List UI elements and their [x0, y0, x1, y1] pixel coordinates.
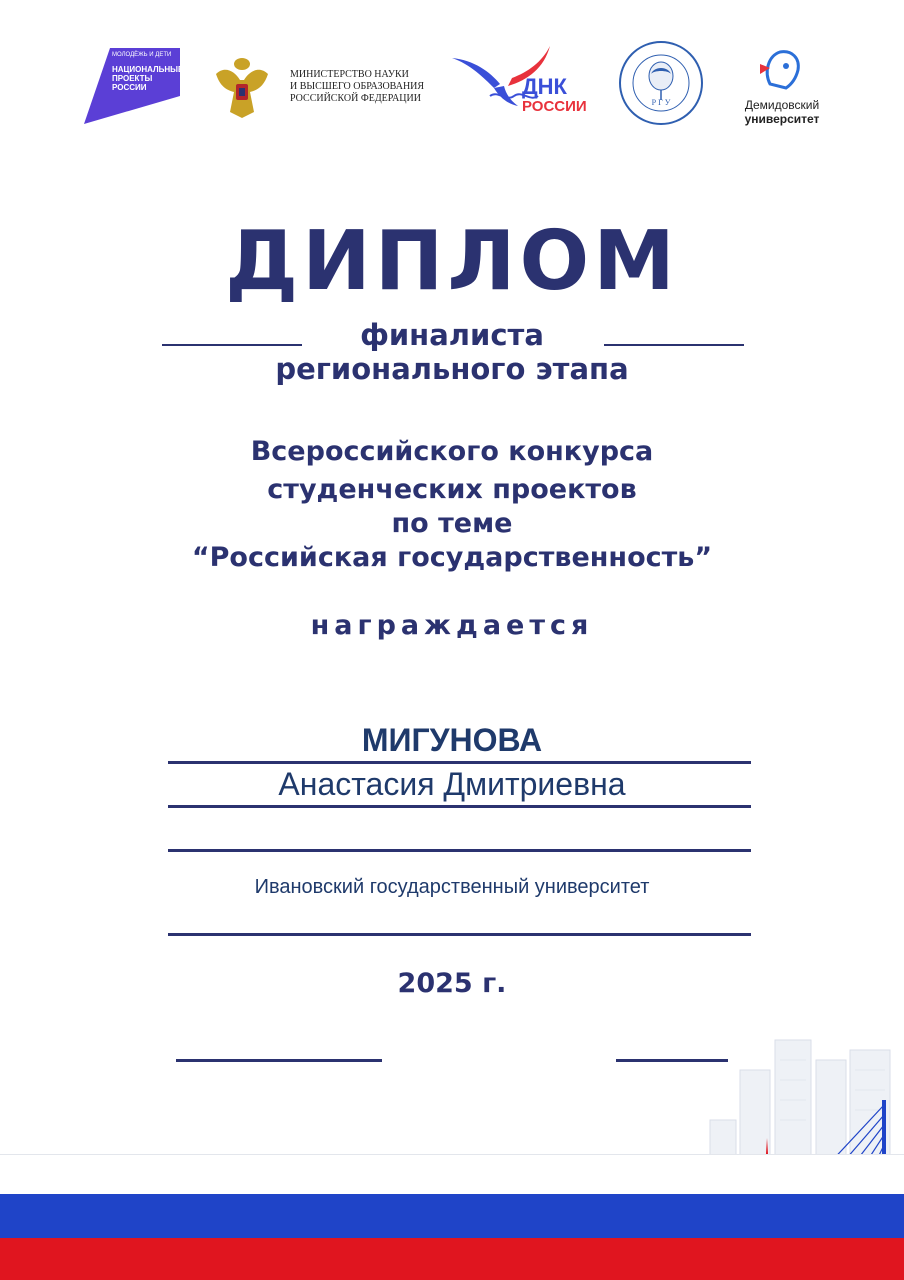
recipient-name: Анастасия Дмитриевна	[278, 766, 626, 802]
flag-stripe-red	[0, 1238, 904, 1280]
contest-line-1: Всероссийского конкурса	[250, 436, 654, 467]
diploma-title: ДИПЛОМ	[225, 214, 679, 309]
national-projects-line-3: РОССИИ	[112, 83, 147, 92]
recipient-surname: МИГУНОВА	[361, 722, 543, 758]
contest-line-4: “Российская государственность”	[191, 542, 713, 573]
logo-national-projects	[82, 44, 182, 126]
dnk-label: ДНК	[522, 74, 567, 99]
university-underline	[168, 933, 751, 936]
double-headed-eagle-icon	[210, 56, 274, 122]
logo-dnk-rossii	[450, 44, 590, 120]
ministry-line-1: МИНИСТЕРСТВО НАУКИ	[290, 69, 409, 80]
surname-underline	[168, 761, 751, 764]
contest-line-2: студенческих проектов	[267, 474, 637, 505]
ministry-line-3: РОССИЙСКОЙ ФЕДЕРАЦИИ	[290, 93, 421, 104]
blank-underline	[168, 849, 751, 852]
name-underline	[168, 805, 751, 808]
national-projects-line-1: НАЦИОНАЛЬНЫЕ	[112, 65, 184, 74]
contest-line-3: по теме	[391, 508, 513, 539]
awarded-label: награждается	[310, 610, 594, 641]
demidov-line-1: Демидовский	[744, 98, 820, 112]
national-projects-top-label: МОЛОДЁЖЬ И ДЕТИ	[112, 52, 172, 58]
demidov-line-2: университет	[744, 112, 820, 126]
dnk-rossii-label: РОССИИ	[522, 98, 587, 115]
flag-stripe-white	[0, 1154, 904, 1195]
signature-left-rule	[176, 1059, 382, 1062]
logo-ministry	[210, 56, 430, 122]
subtitle-finalist: финалиста	[360, 318, 544, 352]
diploma-year: 2025 г.	[397, 968, 507, 999]
logo-rggu-seal	[618, 40, 704, 126]
recipient-university: Ивановский государственный университет	[254, 876, 650, 898]
university-seal-icon	[618, 40, 704, 126]
logo-demidov-university	[730, 44, 834, 128]
demidov-portrait-icon	[730, 44, 834, 92]
seal-center-text: Р Г У	[651, 98, 671, 107]
flag-stripe-blue	[0, 1194, 904, 1238]
subtitle-regional-stage: регионального этапа	[275, 352, 629, 386]
national-projects-line-2: ПРОЕКТЫ	[112, 74, 153, 83]
ministry-line-2: И ВЫСШЕГО ОБРАЗОВАНИЯ	[290, 81, 425, 92]
